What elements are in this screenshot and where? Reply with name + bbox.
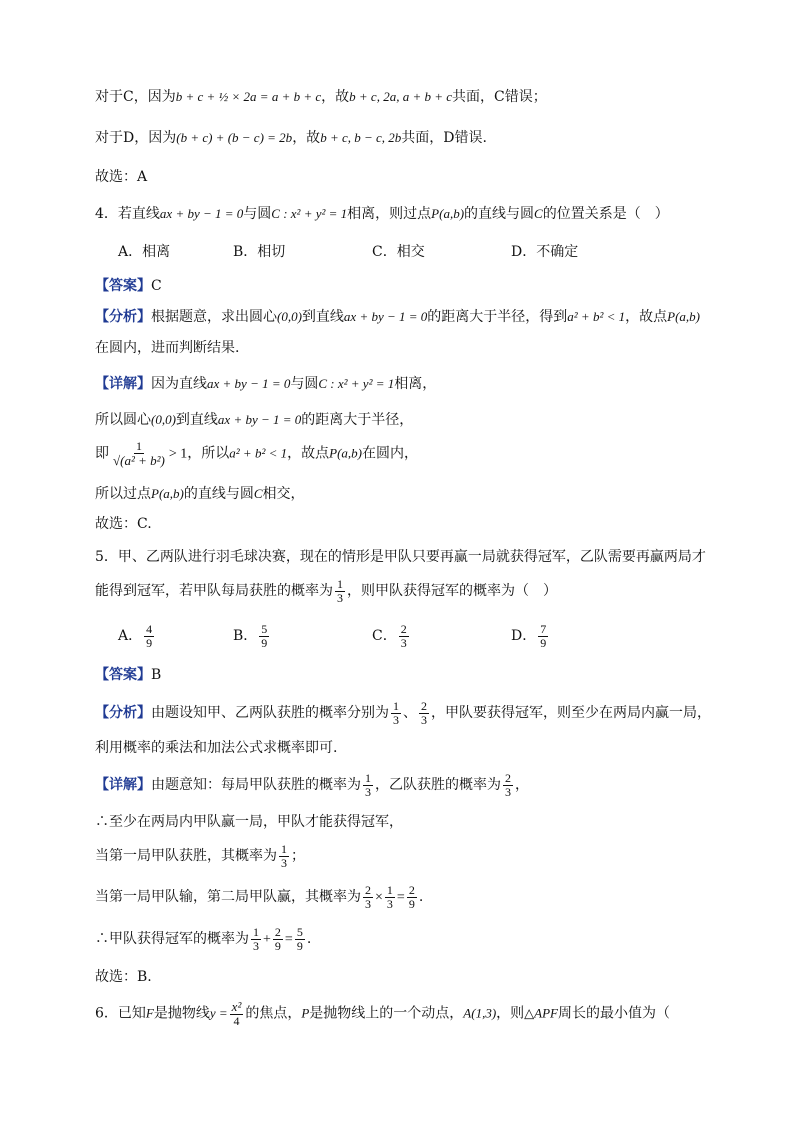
q5-option-c: C． $\frac{2}{3}$ — [372, 622, 407, 650]
q4-detail-line4: 所以过点P(a,b)的直线与圆C相交， — [95, 486, 305, 502]
question-6-stem: 6．已知F是抛物线y = $\frac{\text{x²}}{4}$ 的焦点，P是抛物线上的一个动点，A(1,3)，则△APF周长的最小值为（ — [95, 999, 670, 1028]
q5-select: 故选：B. — [95, 969, 152, 985]
q5-option-b: B． $\frac{5}{9}$ — [233, 622, 268, 650]
q4-option-d: D．不确定 — [511, 244, 579, 260]
select-line: 故选：A — [95, 169, 148, 185]
q5-detail-line1: 【详解】由题意知：每局甲队获胜的概率为 $\frac{1}{3}$ ，乙队获胜的概率为 $\frac{2}{3}$ ， — [95, 771, 529, 799]
q5-detail-line3: 当第一局甲队获胜，其概率为 $\frac{1}{3}$ ； — [95, 842, 305, 870]
q5-detail-line2: ∴至少在两局内甲队赢一局，甲队才能获得冠军， — [95, 814, 403, 830]
question-4-stem: 4．若直线ax + by − 1 = 0与圆C : x² + y² = 1相离，则过点P(a,b)的直线与圆C的位置关系是（ ） — [95, 206, 669, 222]
option-c-explanation: 对于C，因为b + c + ½ × 2a = a + b + c，故b + c, 2a, a + b + c共面，C错误； — [95, 89, 547, 105]
q5-option-a: A． $\frac{4}{9}$ — [118, 622, 153, 650]
vector-equation: (b + c) + (b − c) = 2b — [176, 130, 293, 145]
question-5-stem-line2: 能得到冠军，若甲队每局获胜的概率为 $\frac{1}{3}$ ，则甲队获得冠军的概率为（ ） — [95, 577, 557, 605]
q4-option-c: C．相交 — [372, 244, 425, 260]
q4-option-b: B．相切 — [233, 244, 286, 260]
q4-answer: 【答案】C — [95, 278, 162, 294]
q4-detail-line1: 【详解】因为直线ax + by − 1 = 0与圆C : x² + y² = 1相离， — [95, 376, 437, 392]
question-5-stem-line1: 5．甲、乙两队进行羽毛球决赛，现在的情形是甲队只要再赢一局就获得冠军，乙队需要再赢两局才 — [95, 549, 706, 565]
q5-detail-line5: ∴甲队获得冠军的概率为 $\frac{1}{3}$ + $\frac{2}{9}$ = $\frac{5}{9}$ . — [95, 925, 312, 953]
q4-analysis-line1: 【分析】根据题意，求出圆心(0,0)到直线ax + by − 1 = 0的距离大于半径，得到a² + b² < 1，故点P(a,b) — [95, 309, 700, 325]
distance-fraction: $\frac{1}{\text{√(a² + b²)}}$ — [113, 439, 165, 468]
q4-detail-line3: 即 $\frac{1}{\text{√(a² + b²)}}$ > 1，所以a² + b² < 1，故点P(a,b)在圆内， — [95, 439, 418, 468]
q5-answer: 【答案】B — [95, 667, 162, 683]
q4-detail-line2: 所以圆心(0,0)到直线ax + by − 1 = 0的距离大于半径， — [95, 412, 414, 428]
option-d-explanation: 对于D，因为(b + c) + (b − c) = 2b，故b + c, b − c, 2b共面，D错误. — [95, 130, 487, 146]
q5-option-d: D． $\frac{7}{9}$ — [511, 622, 547, 650]
q4-select: 故选：C. — [95, 516, 152, 532]
vector-equation: b + c + ½ × 2a = a + b + c — [175, 89, 322, 104]
vector-set: b + c, 2a, a + b + c — [349, 89, 453, 104]
q4-analysis-line2: 在圆内，进而判断结果. — [95, 340, 240, 356]
q4-option-a: A．相离 — [118, 244, 171, 260]
q5-detail-line4: 当第一局甲队输，第二局甲队赢，其概率为 $\frac{2}{3}$ × $\frac{1}{3}$ = $\frac{2}{9}$ . — [95, 883, 424, 911]
q5-analysis-line2: 利用概率的乘法和加法公式求概率即可. — [95, 740, 338, 756]
q5-analysis-line1: 【分析】由题设知甲、乙两队获胜的概率分别为 $\frac{1}{3}$ 、 $\frac{2}{3}$ ，甲队要获得冠军，则至少在两局内赢一局， — [95, 699, 711, 727]
vector-set: b + c, b − c, 2b — [320, 130, 402, 145]
